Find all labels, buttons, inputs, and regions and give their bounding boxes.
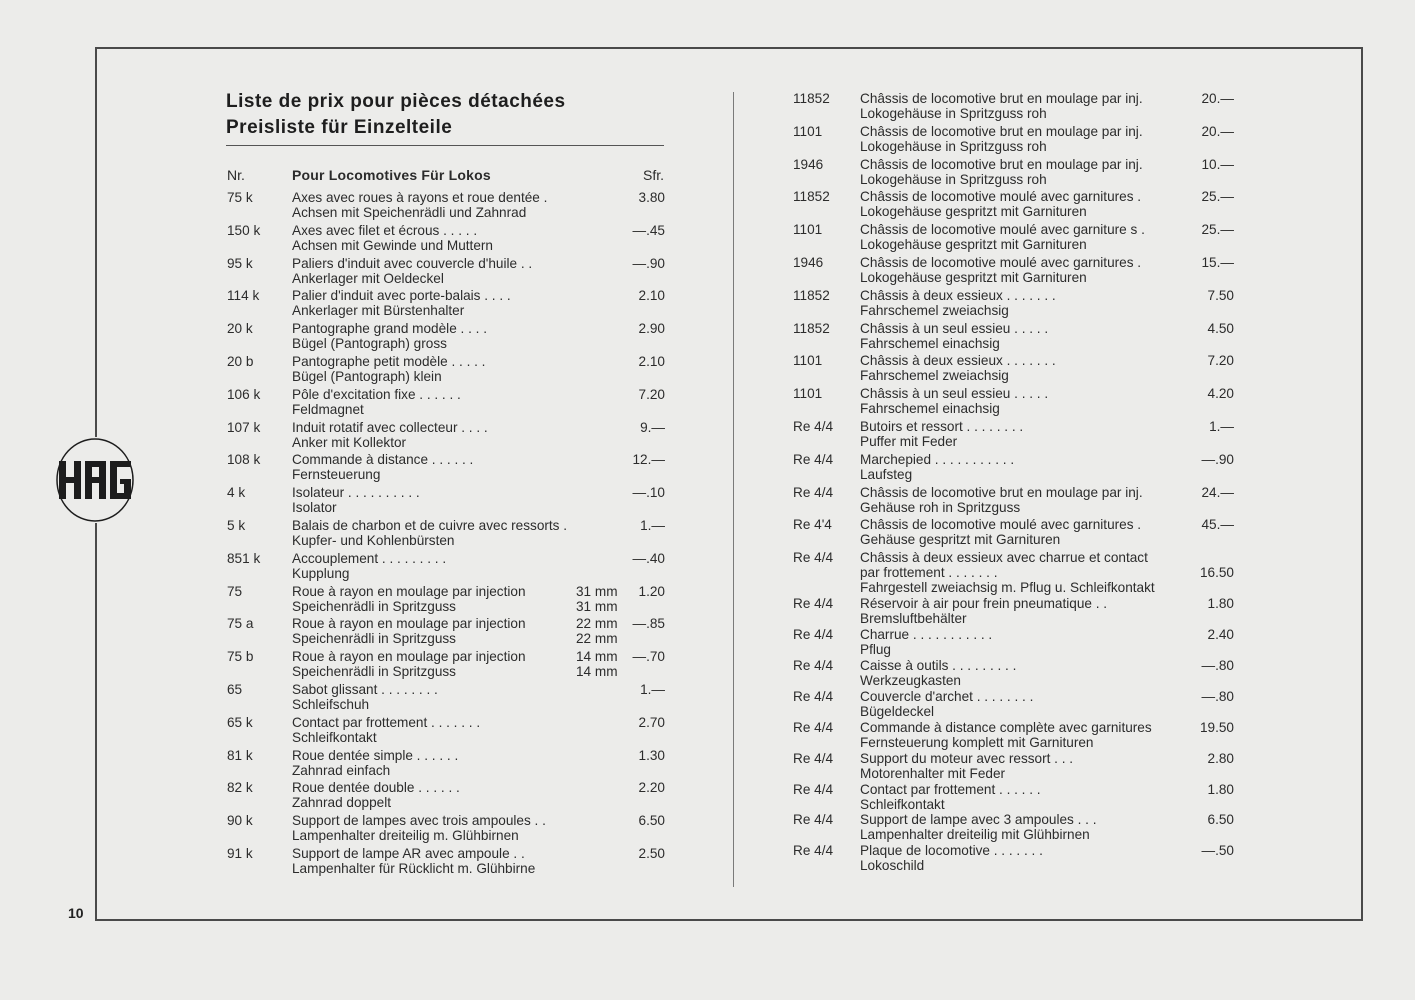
item-l2: Feldmagnet	[292, 401, 364, 417]
item-nr: 90 k	[227, 813, 253, 829]
item-l1: Châssis de locomotive moulé avec garnitures .	[860, 517, 1142, 533]
item-price: —.90	[632, 255, 665, 271]
item-price: 15.—	[1201, 255, 1234, 270]
item-l2: Lokogehäuse gespritzt mit Garnituren	[860, 237, 1087, 253]
item-l1: Sabot glissant . . . . . . . .	[292, 682, 438, 697]
item-nr: 91 k	[227, 846, 253, 861]
item-l2: Lampenhalter dreiteilig mit Glühbirnen	[860, 827, 1090, 843]
item-l1: Accouplement . . . . . . . . .	[292, 550, 447, 566]
item-price: 7.50	[1207, 287, 1234, 303]
item-price: 3.80	[638, 190, 665, 205]
page-title-german: Preisliste für Einzelteile	[226, 117, 453, 138]
item-nr: 1101	[793, 353, 823, 369]
item-nr: 11852	[793, 320, 830, 336]
item-l1: Pantographe petit modèle . . . . .	[292, 354, 486, 369]
item-nr: 65 k	[227, 714, 253, 730]
item-nr: 1101	[793, 386, 823, 402]
item-price: —.80	[1201, 688, 1234, 704]
item-nr: 11852	[793, 91, 830, 106]
item-price: 12.—	[632, 452, 665, 468]
item-price: 24.—	[1201, 484, 1234, 500]
item-price: —.45	[632, 222, 665, 238]
item-l1: Support de lampes avec trois ampoules . .	[292, 813, 546, 829]
item-l2: Isolator	[292, 500, 337, 516]
item-l1: Support de lampe AR avec ampoule . .	[292, 846, 525, 861]
item-nr: 81 k	[227, 747, 253, 763]
item-price: 20.—	[1201, 91, 1234, 106]
item-l2: Ankerlager mit Bürstenhalter	[292, 303, 465, 319]
item-l2: Achsen mit Speichenrädli und Zahnrad	[292, 205, 527, 220]
column-divider	[733, 92, 734, 887]
item-nr: 4 k	[227, 485, 246, 501]
item-nr: Re 4'4	[793, 517, 832, 533]
item-nr: Re 4/4	[793, 550, 834, 566]
item-price: 2.90	[638, 321, 665, 337]
item-l2: Werkzeugkasten	[860, 672, 961, 688]
item-nr: 82 k	[227, 780, 253, 796]
item-l1: Châssis à deux essieux . . . . . . .	[860, 287, 1056, 303]
item-l2: Achsen mit Gewinde und Muttern	[292, 237, 493, 253]
item-nr: Re 4/4	[793, 812, 834, 828]
item-price: 25.—	[1201, 222, 1234, 238]
item-l2: Gehäuse roh in Spritzguss	[860, 499, 1021, 515]
item-l1: Support de lampe avec 3 ampoules . . .	[860, 812, 1097, 828]
item-nr: Re 4/4	[793, 596, 834, 612]
item-price: 7.20	[1207, 353, 1234, 369]
item-l2: Zahnrad einfach	[292, 762, 391, 778]
item-nr: Re 4/4	[793, 627, 834, 642]
item-l2: Anker mit Kollektor	[292, 434, 407, 450]
item-price: 10.—	[1201, 156, 1234, 172]
item-l1: Charrue . . . . . . . . . . .	[860, 627, 993, 642]
item-l2: Schleifkontakt	[860, 796, 945, 812]
item-size2: 22 mm	[576, 631, 618, 647]
item-nr: Re 4/4	[793, 688, 834, 704]
item-price: 20.—	[1201, 123, 1234, 139]
item-l2: Lokogehäuse in Spritzguss roh	[860, 138, 1047, 154]
item-nr: 20 b	[227, 354, 254, 369]
item-l2: Speichenrädli in Spritzguss	[292, 664, 456, 680]
item-l2: Pflug	[860, 642, 891, 657]
item-l1: Couvercle d'archet . . . . . . . .	[860, 688, 1034, 704]
item-l1: Support du moteur avec ressort . . .	[860, 750, 1074, 766]
item-l2: Laufsteg	[860, 466, 913, 482]
hag-logo	[54, 437, 136, 523]
item-price: —.40	[632, 550, 665, 566]
item-l1: Axes avec filet et écrous . . . . .	[292, 222, 478, 238]
item-price: 1.—	[640, 518, 665, 533]
item-price: 4.20	[1207, 386, 1234, 402]
item-l1: Roue dentée double . . . . . .	[292, 780, 460, 796]
item-l2: Schleifschuh	[292, 697, 370, 712]
item-l2: Lampenhalter für Rücklicht m. Glühbirne	[292, 861, 536, 876]
item-l1: Châssis de locomotive brut en moulage par inj.	[860, 91, 1143, 106]
item-l1: Contact par frottement . . . . . . .	[292, 714, 481, 730]
item-price: —.80	[1201, 657, 1234, 673]
item-l2: Fernsteuerung	[292, 467, 381, 483]
item-l1: Induit rotatif avec collecteur . . . .	[292, 419, 488, 435]
item-nr: 11852	[793, 189, 830, 205]
item-l1: Châssis à deux essieux avec charrue et contact	[860, 550, 1148, 566]
item-l2: Lampenhalter dreiteilig m. Glühbirnen	[292, 828, 519, 844]
item-nr: 1101	[793, 123, 823, 139]
item-price: 1.80	[1207, 596, 1234, 612]
item-l1: Châssis de locomotive brut en moulage par inj.	[860, 123, 1143, 139]
item-nr: Re 4/4	[793, 750, 834, 766]
item-l2: Lokogehäuse gespritzt mit Garnituren	[860, 270, 1087, 285]
item-price: 4.50	[1207, 320, 1234, 336]
item-nr: 107 k	[227, 419, 261, 435]
item-l1: Châssis de locomotive moulé avec garniture s .	[860, 222, 1145, 238]
column-header-description: Pour Locomotives Für Lokos	[292, 167, 491, 183]
item-l1: Caisse à outils . . . . . . . . .	[860, 657, 1017, 673]
item-price: 1.—	[640, 682, 665, 697]
item-price: 2.40	[1207, 627, 1234, 642]
item-nr: 1946	[793, 156, 824, 172]
item-nr: 1946	[793, 255, 824, 270]
item-l2: Fahrschemel einachsig	[860, 401, 1000, 417]
column-header-price: Sfr.	[642, 167, 664, 183]
item-l1: Roue dentée simple . . . . . .	[292, 747, 459, 763]
item-price: —.70	[632, 649, 665, 665]
item-price: 2.50	[638, 846, 665, 861]
item-nr: Re 4/4	[793, 719, 834, 735]
item-nr: 75 b	[227, 649, 254, 665]
item-l2: Fahrschemel zweiachsig	[860, 368, 1009, 384]
item-nr: Re 4/4	[793, 843, 834, 859]
item-nr: 114 k	[227, 288, 260, 304]
item-price: 1.20	[638, 583, 665, 599]
item-l2: Schleifkontakt	[292, 729, 377, 745]
item-l1: Châssis de locomotive brut en moulage par inj.	[860, 156, 1143, 172]
item-nr: Re 4/4	[793, 419, 834, 434]
item-price: 45.—	[1201, 517, 1234, 533]
item-l2: Fahrschemel einachsig	[860, 335, 1000, 351]
item-nr: 5 k	[227, 518, 246, 533]
item-l1: Pantographe grand modèle . . . .	[292, 321, 487, 337]
item-l1: Commande à distance complète avec garnitures	[860, 719, 1152, 735]
item-nr: 65	[227, 682, 243, 697]
item-nr: 150 k	[227, 222, 261, 238]
item-l2: Kupplung	[292, 565, 350, 581]
item-l1: Plaque de locomotive . . . . . . .	[860, 843, 1043, 859]
item-nr: 1101	[793, 222, 823, 238]
item-price: —.85	[632, 616, 665, 632]
item-l2: Bügeldeckel	[860, 703, 935, 719]
item-nr: 75 k	[227, 190, 253, 205]
item-l1: Châssis de locomotive moulé avec garnitures .	[860, 189, 1142, 205]
item-l2: Zahnrad doppelt	[292, 795, 392, 811]
item-price: 6.50	[638, 813, 665, 829]
item-l2: Fernsteuerung komplett mit Garnituren	[860, 734, 1094, 750]
item-l1: Isolateur . . . . . . . . . .	[292, 485, 420, 501]
item-size2: 14 mm	[576, 664, 618, 680]
column-header-number: Nr.	[227, 167, 245, 183]
item-price: 16.50	[1199, 565, 1234, 581]
item-l2: Motorenhalter mit Feder	[860, 765, 1006, 781]
item-l1: Balais de charbon et de cuivre avec ressorts .	[292, 518, 568, 533]
item-l2: Bügel (Pantograph) gross	[292, 336, 447, 352]
item-nr: 11852	[793, 287, 830, 303]
item-l1: Axes avec roues à rayons et roue dentée .	[292, 190, 548, 205]
item-price: 2.70	[638, 714, 665, 730]
item-nr: 851 k	[227, 550, 261, 566]
item-l1: Châssis de locomotive moulé avec garnitures .	[860, 255, 1142, 270]
item-size2: 31 mm	[576, 598, 618, 614]
item-nr: Re 4/4	[793, 781, 834, 797]
item-l1: Châssis à un seul essieu . . . . .	[860, 386, 1049, 402]
item-price: 25.—	[1201, 189, 1234, 205]
item-l1: Roue à rayon en moulage par injection	[292, 583, 526, 599]
item-price: 1.80	[1207, 781, 1234, 797]
item-price: —.90	[1201, 451, 1234, 467]
item-nr: Re 4/4	[793, 484, 834, 500]
item-size1: 14 mm	[576, 649, 618, 665]
item-nr: 106 k	[227, 386, 261, 402]
item-size1: 31 mm	[576, 583, 618, 599]
item-l2: Ankerlager mit Oeldeckel	[292, 270, 444, 286]
item-l2: par frottement . . . . . . .	[860, 565, 998, 581]
item-l1: Marchepied . . . . . . . . . . .	[860, 451, 1015, 467]
item-price: 6.50	[1207, 812, 1234, 828]
item-price: —.10	[632, 485, 665, 501]
item-price: —.50	[1201, 843, 1234, 859]
page-title-french: Liste de prix pour pièces détachées	[226, 91, 566, 112]
item-l2: Speichenrädli in Spritzguss	[292, 598, 456, 614]
title-underline	[226, 145, 664, 146]
item-nr: 108 k	[227, 452, 261, 468]
item-l2: Gehäuse gespritzt mit Garnituren	[860, 532, 1061, 548]
item-l1: Châssis à deux essieux . . . . . . .	[860, 353, 1056, 369]
item-price: 2.80	[1207, 750, 1234, 766]
item-l1: Commande à distance . . . . . .	[292, 452, 474, 468]
item-price: 1.—	[1209, 419, 1234, 434]
item-price: 2.10	[638, 288, 665, 304]
item-l1: Pôle d'excitation fixe . . . . . .	[292, 386, 461, 402]
item-l1: Châssis de locomotive brut en moulage par inj.	[860, 484, 1143, 500]
item-nr: 95 k	[227, 255, 253, 271]
item-l2: Bremsluftbehälter	[860, 611, 967, 627]
item-nr: Re 4/4	[793, 451, 834, 467]
item-l1: Châssis à un seul essieu . . . . .	[860, 320, 1049, 336]
item-price: 9.—	[640, 419, 665, 435]
item-l2: Fahrschemel zweiachsig	[860, 302, 1009, 318]
item-price: 7.20	[638, 386, 665, 402]
item-l2: Speichenrädli in Spritzguss	[292, 631, 456, 647]
item-price: 2.10	[638, 354, 665, 369]
item-nr: 20 k	[227, 321, 253, 337]
item-l1: Roue à rayon en moulage par injection	[292, 649, 526, 665]
item-l2: Lokogehäuse in Spritzguss roh	[860, 106, 1047, 121]
item-l2: Bügel (Pantograph) klein	[292, 369, 442, 384]
item-size1: 22 mm	[576, 616, 618, 632]
item-l2: Kupfer- und Kohlenbürsten	[292, 533, 455, 548]
item-l1: Paliers d'induit avec couvercle d'huile . .	[292, 255, 533, 271]
item-nr: Re 4/4	[793, 657, 834, 673]
page-frame	[95, 47, 1363, 921]
item-l3: Fahrgestell zweiachsig m. Pflug u. Schleifkontakt	[860, 580, 1155, 596]
page-number: 10	[68, 905, 84, 921]
item-price: 1.30	[638, 747, 665, 763]
item-l1: Butoirs et ressort . . . . . . . .	[860, 419, 1024, 434]
item-nr: 75	[227, 583, 243, 599]
item-l2: Puffer mit Feder	[860, 434, 958, 449]
item-l2: Lokogehäuse gespritzt mit Garnituren	[860, 204, 1087, 220]
item-price: 19.50	[1199, 719, 1234, 735]
item-l1: Roue à rayon en moulage par injection	[292, 616, 526, 632]
item-l1: Réservoir à air pour frein pneumatique . .	[860, 596, 1108, 612]
item-price: 2.20	[638, 780, 665, 796]
item-l1: Contact par frottement . . . . . .	[860, 781, 1041, 797]
item-l1: Palier d'induit avec porte-balais . . . .	[292, 288, 511, 304]
item-l2: Lokogehäuse in Spritzguss roh	[860, 171, 1047, 187]
item-nr: 75 a	[227, 616, 254, 632]
item-l2: Lokoschild	[860, 858, 925, 874]
